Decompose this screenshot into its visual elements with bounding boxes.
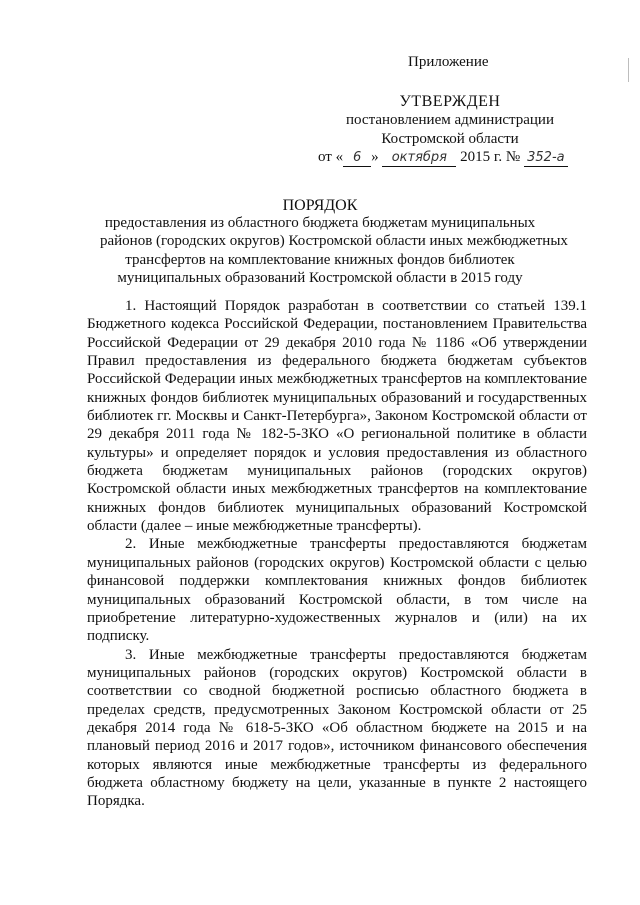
paragraph-1: 1. Настоящий Порядок разработан в соответствии со статьей 139.1 Бюджетного кодекса Российской Федерации, постановлением Правительства Российской Федерации от 29 декабря 2010 года № 1186 «Об утверждении Правил предоставления из федерального бюджета бюджетам субъектов Российской Федерации иных межбюджетных трансфертов на комплектование книжных фондов библиотек муниципальных образований и государственных библиотек гг. Москвы и Санкт-Петербурга», Законом Костромской области от 29 декабря 2011 года № 182-5-ЗКО «О региональной политике в области культуры» и определяет порядок и условия предоставления из областного бюджета бюджетам муниципальных районов (городских округов) Костромской области иных межбюджетных трансфертов на комплектование книжных фондов библиотек муниципальных образований Костромской области (далее – иные межбюджетные трансферты). [87, 298, 587, 535]
subtitle-line: предоставления из областного бюджета бюджетам муниципальных [104, 215, 536, 231]
subtitle-line: районов (городских округов) Костромской области иных межбюджетных [100, 233, 568, 250]
scan-edge-mark [628, 58, 631, 82]
document-subtitle [100, 214, 568, 288]
date-year: 2015 г. № [460, 149, 521, 165]
date-month-field [382, 149, 456, 167]
document-body [87, 297, 587, 811]
document-number-field [524, 149, 568, 167]
date-mid: » [371, 149, 379, 165]
date-month: октября [391, 150, 447, 165]
paragraph-2: 2. Иные межбюджетные трансферты предоставляются бюджетам муниципальных районов (городских округов) Костромской области с целью финансовой поддержки комплектования книжных фондов библиотек муниципальных образований Костромской области, в том числе на приобретение литературно-художественных журналов и (или) на их подписку. [87, 536, 587, 645]
document-number: 352-а [527, 150, 565, 165]
approved-heading: УТВЕРЖДЕН [399, 93, 501, 110]
approved-by-line-1: постановлением администрации [346, 112, 554, 128]
appendix-label: Приложение [408, 54, 489, 70]
approved-by-line-2: Костромской области [381, 131, 519, 147]
subtitle-line: трансфертов на комплектование книжных фондов библиотек [125, 251, 515, 268]
paragraph-3: 3. Иные межбюджетные трансферты предоставляются бюджетам муниципальных районов (городских округов) Костромской области в соответствии со сводной бюджетной росписью областного бюджета в пределах средств, предусмотренных Законом Костромской области от 25 декабря 2014 года № 618-5-ЗКО «Об областном бюджете на 2015 и на плановый период 2016 и 2017 годов», источником финансового обеспечения которых являются иные межбюджетные трансферты из федерального бюджета областному бюджету на цели, указанные в пункте 2 настоящего Порядка. [87, 646, 587, 810]
date-day: 6 [352, 150, 362, 165]
date-prefix: от « [318, 149, 344, 165]
approval-date-line [318, 147, 568, 167]
document-title: ПОРЯДОК [282, 197, 358, 214]
subtitle-line: муниципальных образований Костромской области в 2015 году [117, 270, 523, 287]
date-day-field [343, 149, 371, 167]
